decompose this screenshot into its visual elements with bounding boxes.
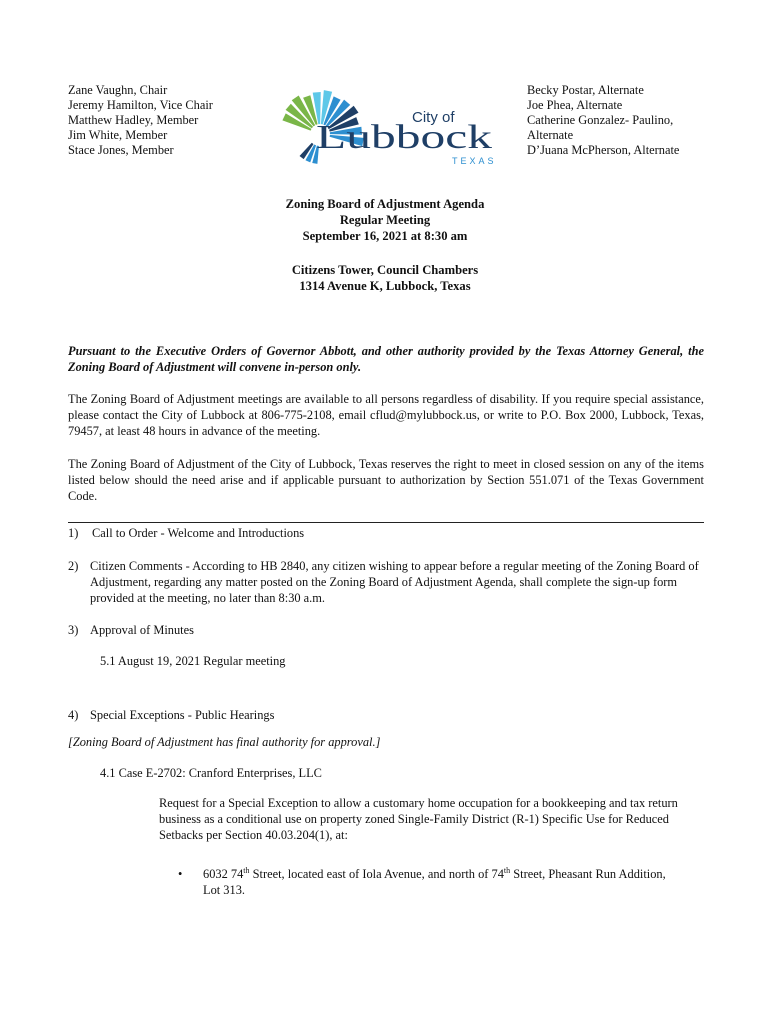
- ordinal-suffix: th: [243, 865, 250, 875]
- logo-state: TEXAS: [452, 156, 497, 166]
- agenda-item-number: 4): [68, 708, 79, 722]
- executive-order-notice: Pursuant to the Executive Orders of Governor Abbott, and other authority provided by the Texas Attorney General, the Zoning Board of Adjustment will convene in-person only.: [68, 344, 704, 374]
- agenda-item-text: Special Exceptions - Public Hearings: [90, 708, 275, 722]
- agenda-item-text: Call to Order - Welcome and Introductions: [92, 526, 305, 540]
- final-authority-note: [Zoning Board of Adjustment has final authority for approval.]: [68, 735, 381, 749]
- meeting-address: 1314 Avenue K, Lubbock, Texas: [299, 279, 471, 293]
- agenda-title: Zoning Board of Adjustment Agenda: [285, 197, 485, 211]
- agenda-item-number: 2): [68, 559, 79, 573]
- closed-session-paragraph: The Zoning Board of Adjustment of the City of Lubbock, Texas reserves the right to meet in closed session on any of the items listed below should the need arise and if applicable pursuant to authorization by Section 551.071 of the Texas Government Code.: [68, 457, 704, 503]
- member-name: Stace Jones, Member: [68, 143, 174, 157]
- case-address: [203, 866, 683, 898]
- ordinal-suffix: th: [503, 865, 511, 875]
- member-name: Joe Phea, Alternate: [527, 98, 623, 112]
- logo-name: Lubbock: [316, 119, 492, 156]
- agenda-item-number: 3): [68, 623, 79, 637]
- divider: [68, 522, 704, 523]
- meeting-date: September 16, 2021 at 8:30 am: [302, 229, 468, 243]
- agenda-item-text: Citizen Comments - According to HB 2840, any citizen wishing to appear before a regular meeting of the Zoning Board of Adjustment, regarding any matter posted on the Zoning Board of Adjustment Agenda, shall complete the sign-up form provided at the meeting, no later than 8:30 a.m.: [90, 559, 699, 605]
- member-name: Jeremy Hamilton, Vice Chair: [68, 98, 213, 112]
- meeting-type: Regular Meeting: [339, 213, 431, 227]
- address-part: 6032 74: [203, 867, 244, 881]
- member-name: Becky Postar, Alternate: [527, 83, 644, 97]
- board-members-list: [68, 83, 213, 158]
- city-of-lubbock-logo: [276, 82, 498, 168]
- alternate-members-list: [527, 83, 679, 158]
- logo-city-of: City of: [412, 109, 455, 126]
- member-name: Zane Vaughn, Chair: [68, 83, 168, 97]
- member-name: Alternate: [527, 128, 574, 142]
- agenda-item-number: 1): [68, 526, 79, 540]
- member-name: Matthew Hadley, Member: [68, 113, 199, 127]
- address-part: Street, located east of Iola Avenue, and north of 74: [249, 867, 504, 881]
- member-name: Jim White, Member: [68, 128, 168, 142]
- member-name: D’Juana McPherson, Alternate: [527, 143, 680, 157]
- agenda-item-text: Approval of Minutes: [90, 623, 194, 637]
- address-part: Street, Pheasant Run Addition, Lot 313.: [203, 867, 666, 897]
- agenda-title-block: [0, 196, 770, 244]
- accessibility-paragraph: The Zoning Board of Adjustment meetings are available to all persons regardless of disability. If you require special assistance, please contact the City of Lubbock at 806-775-2108, email cflud@mylubbock.us, or write to P.O. Box 2000, Lubbock, Texas, 79457, at least 48 hours in advance of the meeting.: [68, 392, 704, 438]
- member-name: Catherine Gonzalez- Paulino,: [527, 113, 674, 127]
- bullet-icon: •: [178, 867, 183, 881]
- case-heading: 4.1 Case E-2702: Cranford Enterprises, LLC: [100, 766, 322, 780]
- minutes-entry: 5.1 August 19, 2021 Regular meeting: [100, 654, 286, 668]
- meeting-location: Citizens Tower, Council Chambers: [291, 263, 479, 277]
- meeting-location-block: [0, 262, 770, 294]
- case-description: Request for a Special Exception to allow a customary home occupation for a bookkeeping and tax return business as a conditional use on property zoned Single-Family District (R-1) Specific Use for Reduced Setbacks per Section 40.03.204(1), at:: [159, 796, 678, 842]
